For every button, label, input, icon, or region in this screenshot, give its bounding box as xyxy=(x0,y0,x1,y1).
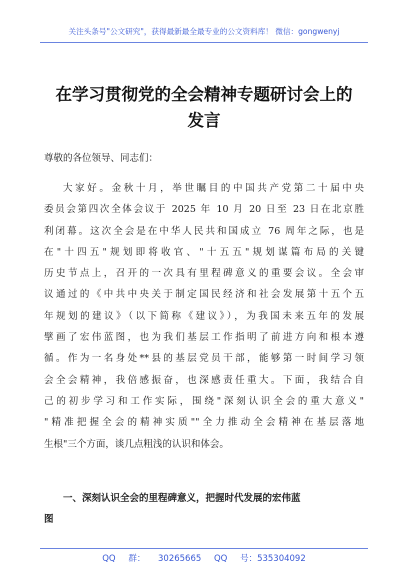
heading-line-2: 图 xyxy=(44,514,54,526)
top-banner: 关注头条号"公文研究"，获得最新最全最专业的公文资料库！ 微信：gongwenyj xyxy=(68,27,340,36)
paragraph-line: 会全会精神，我倍感振奋，也深感责任重大。下面，我结合自 xyxy=(44,374,364,386)
paragraph-line: 己的初步学习和工作实际，围绕"深刻认识全会的重大意义" xyxy=(44,395,364,407)
paragraph-line: 循。作为一名身处**县的基层党员干部，能够第一时间学习领 xyxy=(44,353,364,365)
paragraph-line: 擘画了宏伟蓝图，也为我们基层工作指明了前进方向和根本遵 xyxy=(44,332,364,344)
paragraph-line: "精准把握全会的精神实质""全力推动全会精神在基层落地 xyxy=(44,417,364,429)
heading-line-1: 一、深刻认识全会的里程碑意义，把握时代发展的宏伟蓝 xyxy=(63,493,301,504)
paragraph-line: 议通过的《中共中央关于制定国民经济和社会发展第十五个五 xyxy=(44,289,364,301)
paragraph-line: 年规划的建议》（以下简称《建议》），为我国未来五年的发展 xyxy=(44,310,364,322)
paragraph-line: 大家好。金秋十月，举世瞩目的中国共产党第二十届中央 xyxy=(63,183,364,194)
title-line-2: 发言 xyxy=(187,111,221,130)
top-divider xyxy=(40,42,368,43)
paragraph-line: 委员会第四次全体会议于 2025 年 10 月 20 日至 23 日在北京胜 xyxy=(44,204,364,216)
salutation: 尊敬的各位领导、同志们： xyxy=(44,153,159,164)
document-title xyxy=(40,82,368,134)
paragraph-line: 历史节点上，召开的一次具有里程碑意义的重要会议。全会审 xyxy=(44,268,364,280)
title-line-1: 在学习贯彻党的全会精神专题研讨会上的 xyxy=(55,85,353,104)
section-heading-1 xyxy=(44,488,364,531)
paragraph-line: 生根"三个方面，谈几点粗浅的认识和体会。 xyxy=(44,438,229,450)
paragraph-line: 在"十四五"规划即将收官、"十五五"规划谋篇布局的关键 xyxy=(44,246,364,258)
paragraph-line: 利闭幕。这次全会是在中华人民共和国成立 76 周年之际，也是 xyxy=(44,225,364,237)
bottom-divider xyxy=(40,548,368,549)
footer-contact: QQ 群： 30265665 QQ 号：535304092 xyxy=(102,554,306,564)
paragraph-1 xyxy=(44,178,364,455)
